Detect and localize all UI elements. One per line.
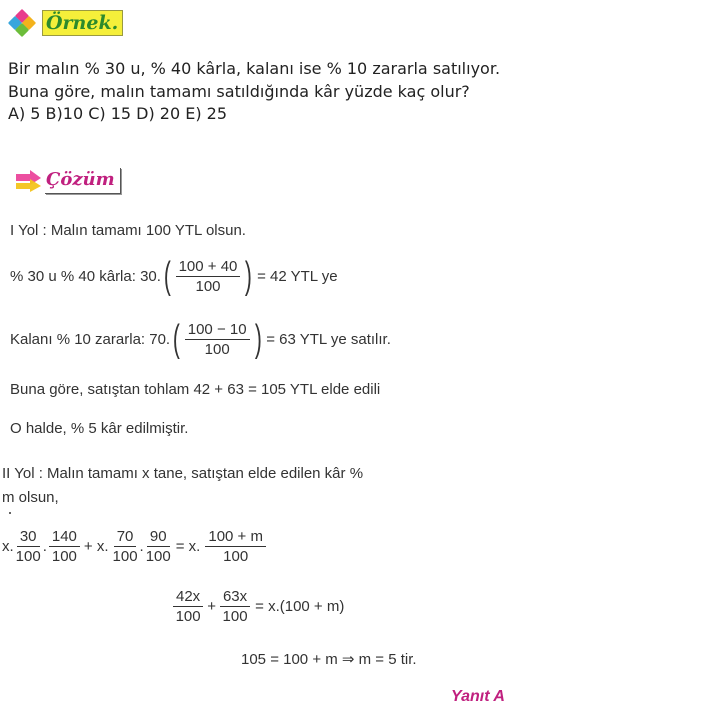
solution-badge: Çözüm — [45, 168, 121, 194]
total-line: Buna göre, satıştan tohlam 42 + 63 = 105 YTL elde edili — [10, 381, 381, 398]
eq2-prefix: Kalanı % 10 zararla: 70. — [10, 330, 171, 348]
stray-dot — [9, 512, 11, 514]
answer-choices: A) 5 B)10 C) 15 D) 20 E) 25 — [8, 104, 228, 123]
way1-title: I Yol : Malın tamamı 100 YTL olsun. — [10, 222, 246, 239]
example-header — [8, 6, 123, 40]
eq1-prefix: % 30 u % 40 kârla: 30. — [10, 267, 161, 285]
answer-label: Yanıt A — [451, 688, 505, 705]
way2-line-2: m olsun, — [2, 489, 59, 506]
eq1-suffix: = 42 YTL ye — [257, 267, 338, 285]
problem-line: Bir malın % 30 u, % 40 kârla, kalanı ise % 10 zararla satılıyor. — [8, 59, 501, 78]
solution-header — [14, 166, 121, 196]
equation-1: % 30 u % 40 kârla: 30. ( $\frac{100 + 40}{100}$ ) = 42 YTL ye — [10, 255, 338, 297]
eq1-fraction: $\frac{100 + 40}{100}$ — [176, 258, 241, 295]
problem-text — [8, 58, 708, 126]
equation-2: Kalanı % 10 zararla: 70. ( $\frac{100 - 10}{100}$ ) = 63 YTL ye satılır. — [10, 318, 391, 360]
eq2-suffix: = 63 YTL ye satılır. — [266, 330, 391, 348]
equation-5: 105 = 100 + m ⇒ m = 5 tir. — [241, 651, 417, 668]
problem-line: Buna göre, malın tamamı satıldığında kâr yüzde kaç olur? — [8, 81, 470, 101]
diamonds-icon — [8, 10, 38, 36]
eq2-fraction: $\frac{100 - 10}{100}$ — [185, 321, 250, 358]
equation-4: $\frac{42x}{100}$ + $\frac{63x}{100}$ = x.(100 + m) — [171, 584, 344, 628]
arrow-icon — [14, 170, 42, 192]
way2-line-1: II Yol : Malın tamamı x tane, satıştan elde edilen kâr % — [2, 465, 364, 482]
example-badge: Örnek. — [42, 10, 123, 36]
result-line: O halde, % 5 kâr edilmiştir. — [10, 420, 189, 437]
equation-3: x. $\frac{30}{100}$ . $\frac{140}{100}$ + x. $\frac{70}{100}$ . $\frac{90}{100}$ = x. $\frac{100 + m}{100}$ — [2, 524, 268, 568]
